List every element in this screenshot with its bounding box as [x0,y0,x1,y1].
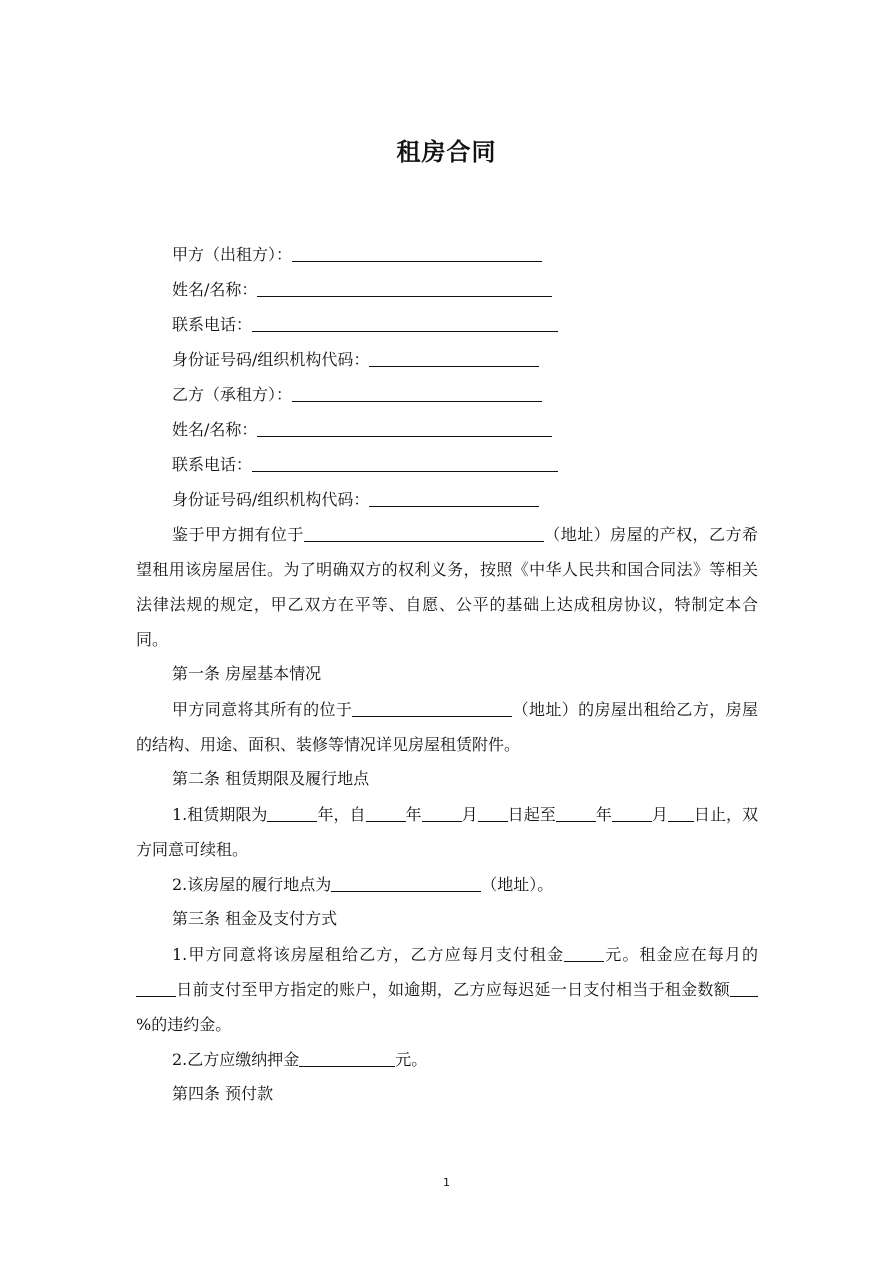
party-b-phone-blank[interactable] [252,453,558,472]
party-a-id-blank[interactable] [369,348,539,367]
article-3-clause-2 [136,1042,758,1077]
end-month-blank[interactable] [612,803,652,822]
article-2-clause-2 [136,867,758,902]
property-address-blank[interactable] [304,523,544,542]
rent-due-text: 元。租金应在每月的 [604,945,758,964]
start-month-label: 月 [461,805,478,824]
party-b-id-blank[interactable] [369,488,539,507]
start-day-blank[interactable] [478,803,508,822]
article-1-paragraph [136,692,758,762]
party-a-line [172,243,542,267]
performance-address-suffix: （地址）。 [481,875,554,894]
lease-term-text: 1.租赁期限为 [172,805,268,824]
preamble-text-2: （地址）房屋的产权，乙方希望租用该房屋居住。为了明确双方的权利义务，按照《中华人民共和国合同法》等相关法律法规的规定，甲乙双方在平等、自愿、公平的基础上达成租房协议，特制定本合同。 [136,525,758,649]
late-fee-percent-blank[interactable] [730,978,758,997]
party-a-phone-line [172,313,558,337]
preamble-paragraph [136,517,758,657]
party-b-name-label: 姓名/名称： [172,420,258,439]
party-a-name-line [172,278,552,302]
rent-text: 1.甲方同意将该房屋租给乙方，乙方应每月支付租金 [172,945,565,964]
deposit-suffix: 元。 [395,1050,428,1069]
party-a-id-label: 身份证号码/组织机构代码： [172,350,370,369]
performance-place-text: 2.该房屋的履行地点为 [172,875,332,894]
preamble-text-1: 鉴于甲方拥有位于 [172,525,304,544]
party-a-phone-blank[interactable] [252,313,558,332]
page-number: 1 [443,1176,450,1189]
end-year-label: 年 [595,805,612,824]
end-year-blank[interactable] [556,803,596,822]
start-year-blank[interactable] [366,803,406,822]
lease-years-blank[interactable] [267,803,317,822]
start-month-blank[interactable] [422,803,462,822]
article-3-heading: 第三条 租金及支付方式 [172,909,338,928]
party-b-line [172,383,542,407]
start-day-label: 日起至 [507,805,556,824]
party-a-phone-label: 联系电话： [172,315,253,334]
performance-address-blank[interactable] [331,873,481,892]
party-b-id-label: 身份证号码/组织机构代码： [172,490,370,509]
late-fee-suffix: %的违约金。 [136,1015,232,1034]
party-b-name-blank[interactable] [257,418,552,437]
party-a-label: 甲方（出租方）： [172,245,293,264]
party-b-label: 乙方（承租方）： [172,385,293,404]
party-a-blank[interactable] [292,243,542,262]
party-b-id-line [172,488,539,512]
article-1-text-2: （地址）的房屋出租给乙方，房屋的结构、用途、面积、装修等情况详见房屋租赁附件。 [136,700,758,754]
deposit-text: 2.乙方应缴纳押金 [172,1050,300,1069]
contract-title: 租房合同 [396,138,497,166]
due-day-blank[interactable] [136,978,176,997]
late-fee-text: 日前支付至甲方指定的账户，如逾期，乙方应每迟延一日支付相当于租金数额 [176,980,730,999]
end-day-text: 日止，双方同意可续租。 [136,805,758,859]
start-year-label: 年 [405,805,422,824]
party-a-id-line [172,348,539,372]
article-1-heading: 第一条 房屋基本情况 [172,664,322,683]
party-b-phone-line [172,453,558,477]
end-day-blank[interactable] [668,803,694,822]
article-4-heading: 第四条 预付款 [172,1084,274,1103]
party-a-name-label: 姓名/名称： [172,280,258,299]
party-a-name-blank[interactable] [257,278,552,297]
article-2-heading: 第二条 租赁期限及履行地点 [172,769,370,788]
lease-from-text: 年，自 [317,805,366,824]
article-1-address-blank[interactable] [352,698,512,717]
deposit-blank[interactable] [299,1048,395,1067]
article-3-clause-1 [136,937,758,1042]
article-2-clause-1 [136,797,758,867]
monthly-rent-blank[interactable] [564,943,604,962]
end-month-label: 月 [651,805,668,824]
party-b-blank[interactable] [292,383,542,402]
party-b-phone-label: 联系电话： [172,455,253,474]
party-b-name-line [172,418,552,442]
article-1-text-1: 甲方同意将其所有的位于 [172,700,353,719]
